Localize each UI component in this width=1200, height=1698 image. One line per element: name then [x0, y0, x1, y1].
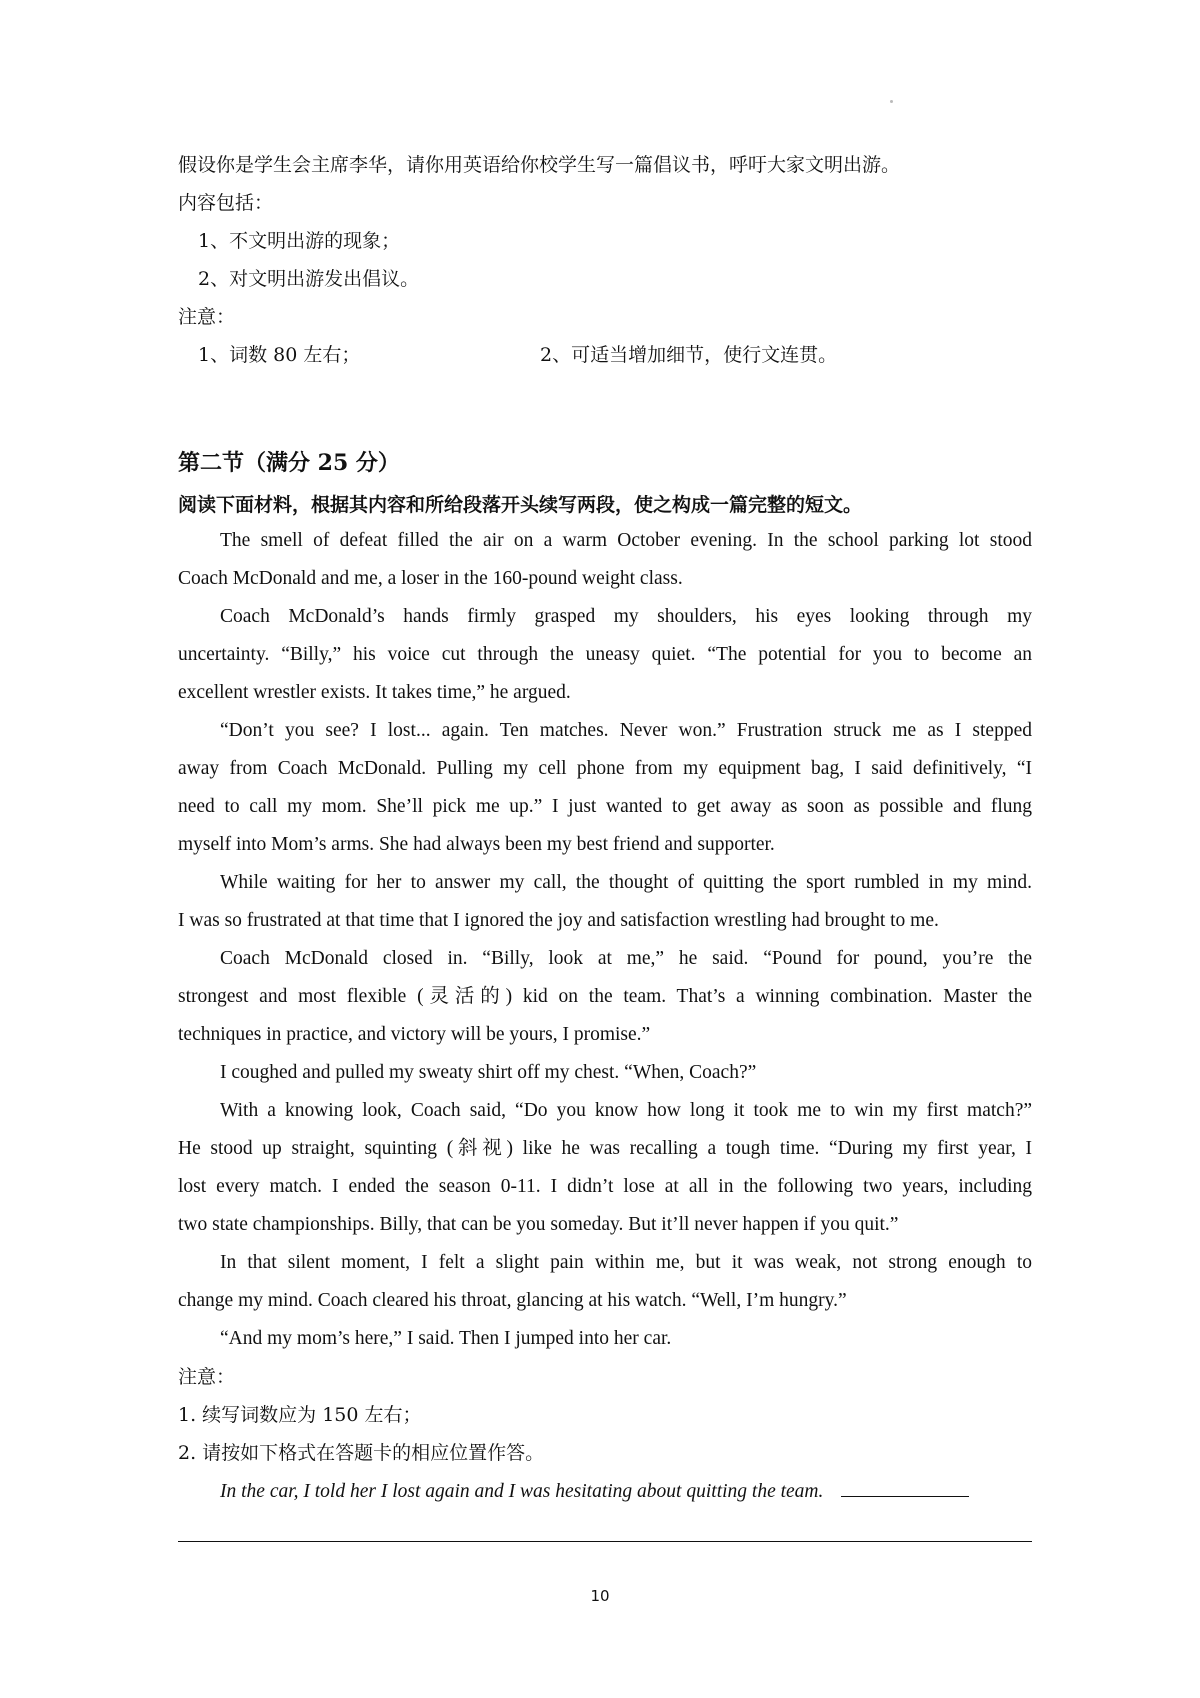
passage-line: techniques in practice, and victory will be yours, I promise.”: [178, 1024, 651, 1045]
passage-line: With a knowing look, Coach said, “Do you know how long it took me to win my first match?”: [220, 1100, 1032, 1121]
note-1: 1、词数 80 左右；: [198, 344, 361, 366]
answer-line: [178, 1541, 1032, 1542]
passage-line: lost every match. I ended the season 0-11. I didn’t lose at all in the following two years, including: [178, 1176, 1032, 1197]
passage-line: I coughed and pulled my sweaty shirt off my chest. “When, Coach?”: [220, 1062, 757, 1083]
passage-line: In that silent moment, I felt a slight pain within me, but it was weak, not strong enough to: [220, 1252, 1032, 1273]
passage-line: Coach McDonald’s hands firmly grasped my shoulders, his eyes looking through my: [220, 606, 1032, 627]
passage-line: change my mind. Coach cleared his throat, glancing at his watch. “Well, I’m hungry.”: [178, 1290, 847, 1311]
notes-label: 注意：: [178, 306, 236, 328]
passage-line: “Don’t you see? I lost... again. Ten matches. Never won.” Frustration struck me as I stepped: [220, 720, 1032, 741]
passage-line: He stood up straight, squinting (斜视) like he was recalling a tough time. “During my first year, I: [178, 1138, 1032, 1159]
continuation-start: In the car, I told her I lost again and I was hesitating about quitting the team.: [220, 1481, 824, 1502]
continuation-note-2: 2. 请按如下格式在答题卡的相应位置作答。: [178, 1442, 545, 1464]
note-2: 2、可适当增加细节，使行文连贯。: [540, 344, 838, 366]
passage-line: The smell of defeat filled the air on a warm October evening. In the school parking lot stood: [220, 530, 1032, 551]
section-instruction: 阅读下面材料，根据其内容和所给段落开头续写两段，使之构成一篇完整的短文。: [178, 494, 863, 516]
writing-prompt: 假设你是学生会主席李华，请你用英语给你校学生写一篇倡议书，呼吁大家文明出游。: [178, 154, 901, 176]
answer-blank: [841, 1478, 969, 1497]
passage-line: myself into Mom’s arms. She had always been my best friend and supporter.: [178, 834, 775, 855]
continuation-start-line: [220, 1478, 969, 1505]
section-heading: 第二节（满分 25 分）: [178, 450, 400, 476]
passage-line: Coach McDonald closed in. “Billy, look at me,” he said. “Pound for pound, you’re the: [220, 948, 1032, 969]
passage-line: need to call my mom. She’ll pick me up.” I just wanted to get away as soon as possible and flung: [178, 796, 1032, 817]
passage-line: I was so frustrated at that time that I ignored the joy and satisfaction wrestling had brought to me.: [178, 910, 939, 931]
passage-line: two state championships. Billy, that can be you someday. But it’ll never happen if you quit.”: [178, 1214, 899, 1235]
content-item-2: 2、对文明出游发出倡议。: [198, 268, 420, 290]
notes-label: 注意：: [178, 1366, 236, 1388]
content-item-1: 1、不文明出游的现象；: [198, 230, 401, 252]
passage-line: uncertainty. “Billy,” his voice cut through the uneasy quiet. “The potential for you to become an: [178, 644, 1032, 665]
passage-line: excellent wrestler exists. It takes time,” he argued.: [178, 682, 571, 703]
page-number: 10: [590, 1587, 610, 1605]
passage-line: Coach McDonald and me, a loser in the 160-pound weight class.: [178, 568, 683, 589]
continuation-note-1: 1. 续写词数应为 150 左右；: [178, 1404, 422, 1426]
passage-line: “And my mom’s here,” I said. Then I jumped into her car.: [220, 1328, 672, 1349]
passage-line: away from Coach McDonald. Pulling my cell phone from my equipment bag, I said definitively, “I: [178, 758, 1032, 779]
content-label: 内容包括：: [178, 192, 274, 214]
passage-line: While waiting for her to answer my call, the thought of quitting the sport rumbled in my mind.: [220, 872, 1032, 893]
scan-speck: [890, 100, 893, 103]
passage-line: strongest and most flexible (灵活的) kid on the team. That’s a winning combination. Master the: [178, 986, 1032, 1007]
